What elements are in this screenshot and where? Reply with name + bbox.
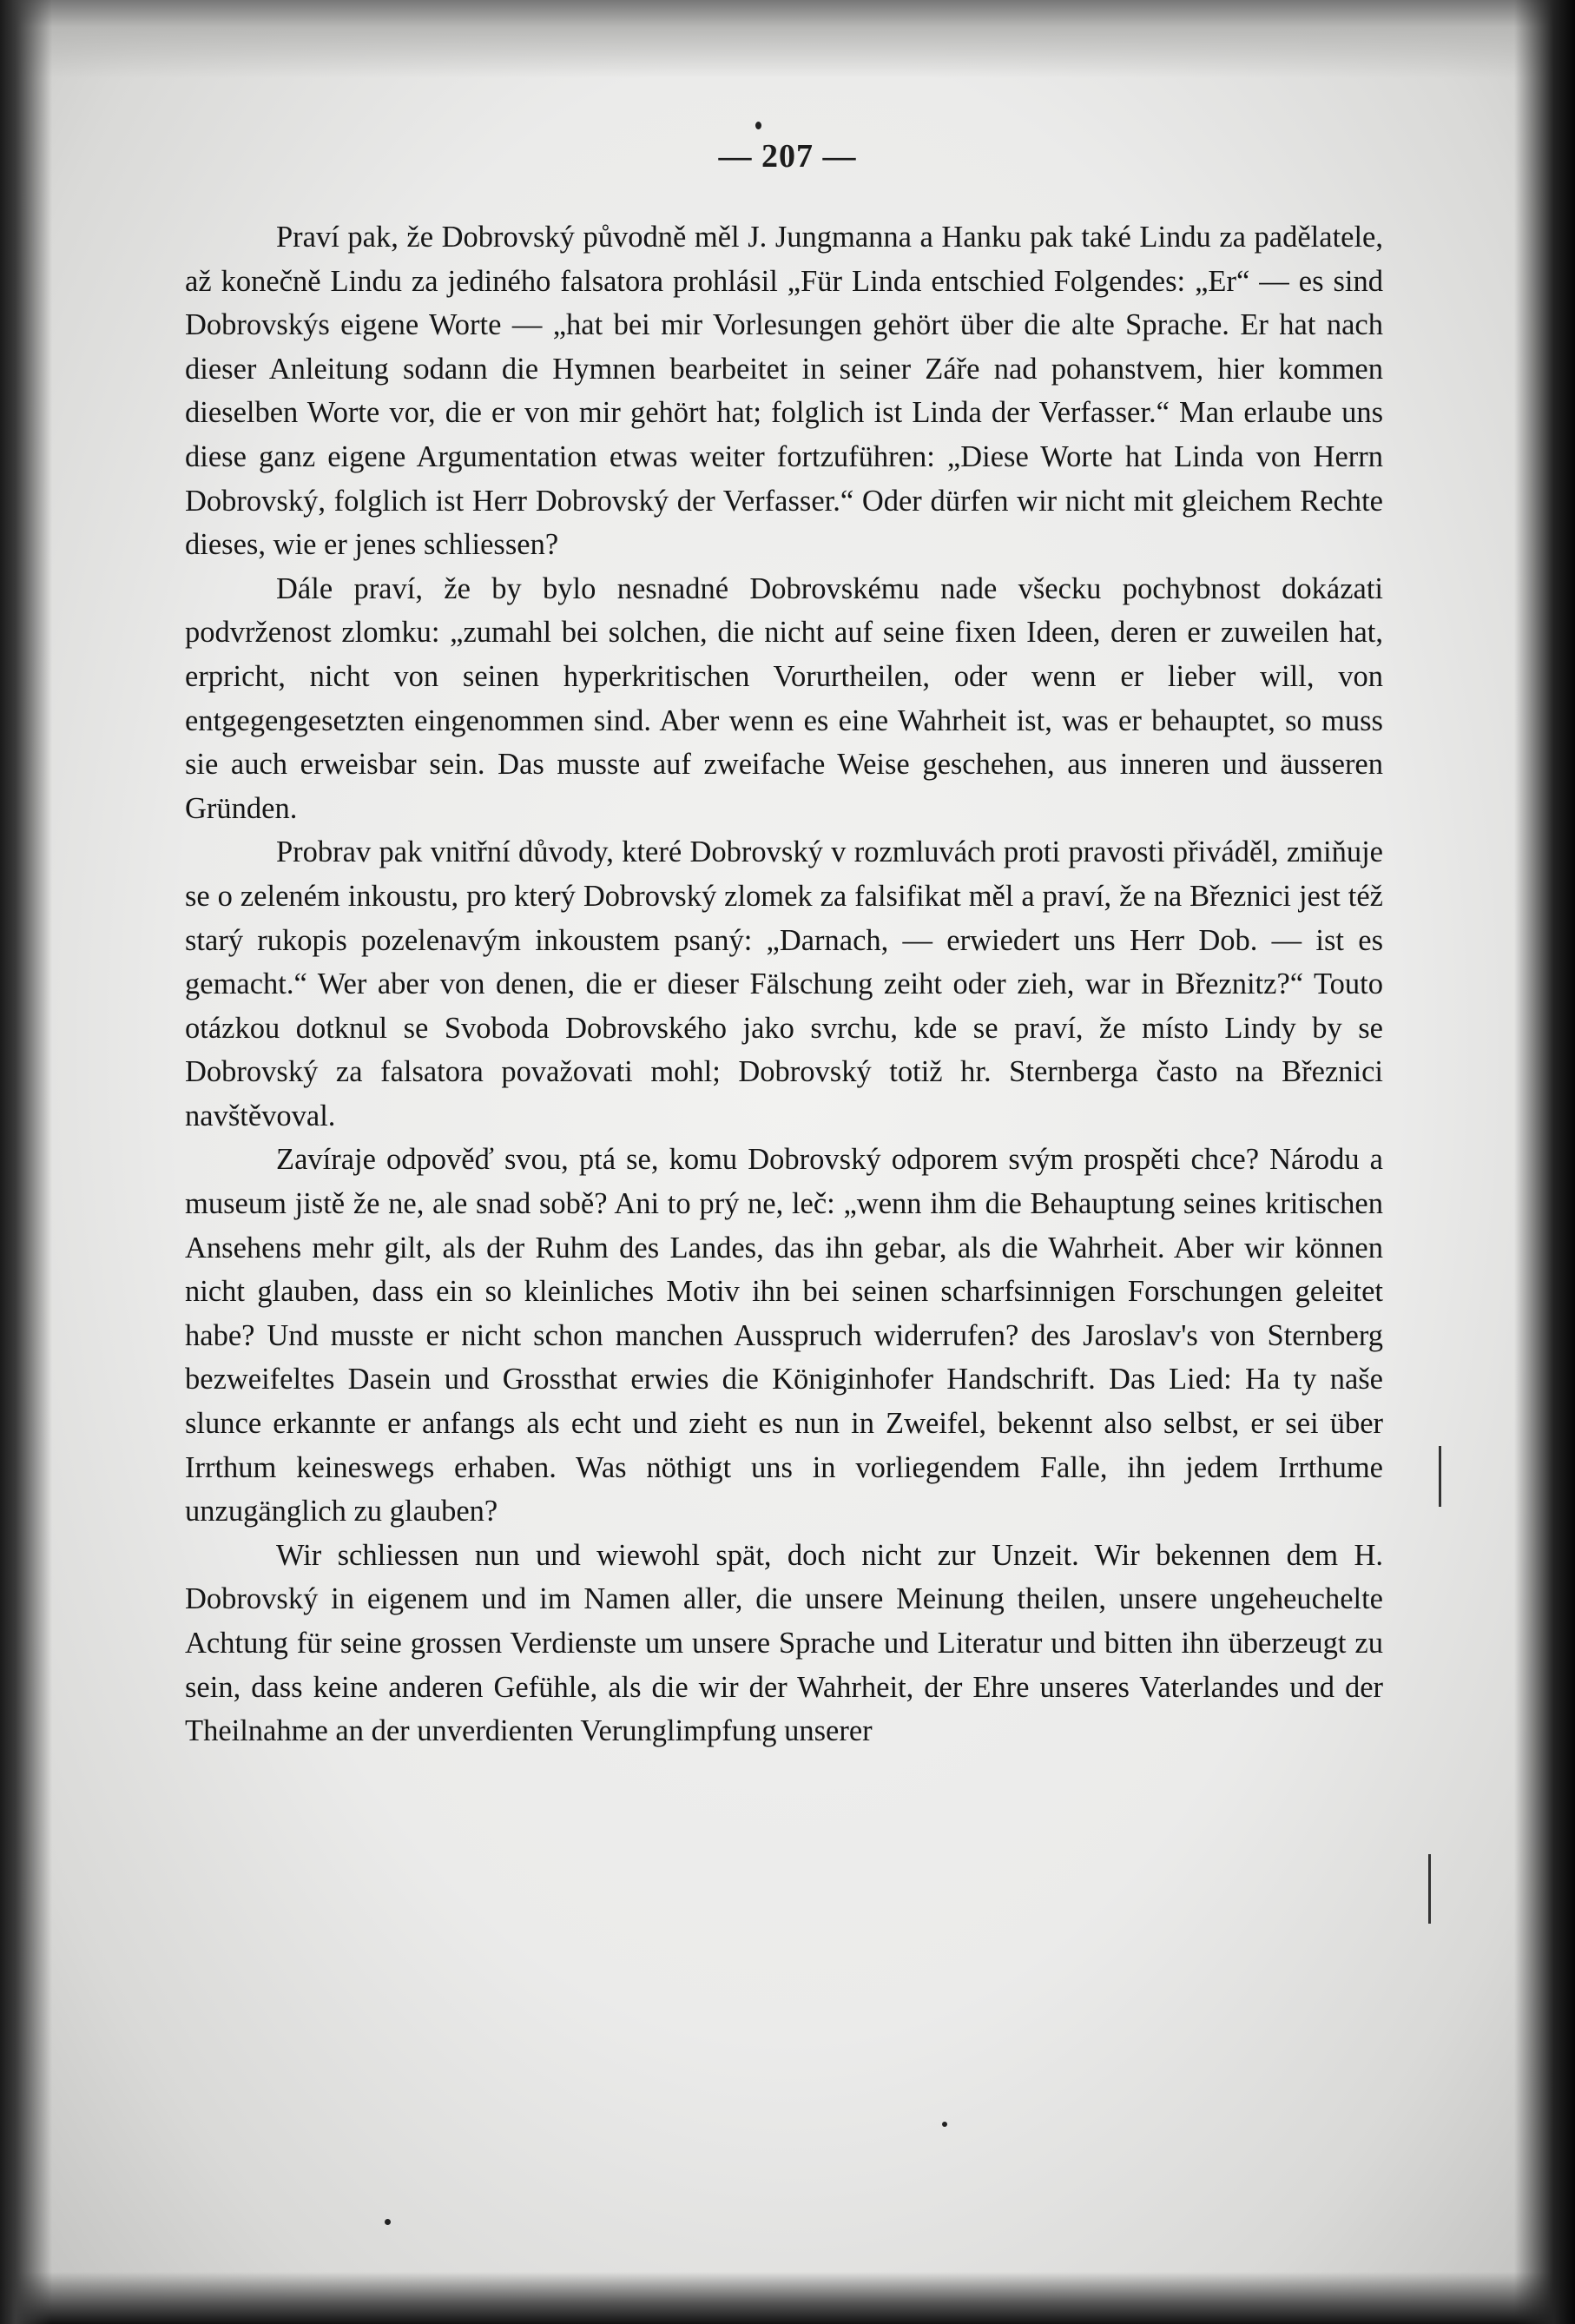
paragraph: Praví pak, že Dobrovský původně měl J. Jungmanna a Hanku pak také Lindu za padělatele, až konečně Lindu za jediného falsatora prohlásil „Für Linda entschied Folgendes: „Er“ — es sind Dobrovskýs eigene Worte — „hat bei mir Vorlesungen gehört über die alte Sprache. Er hat nach dieser Anleitung sodann die Hymnen bearbeitet in seiner Záře nad pohanstvem, hier kommen dieselben Worte vor, die er von mir gehört hat; folglich ist Linda der Verfasser.“ Man erlaube uns diese ganz eigene Argumentation etwas weiter fortzuführen: „Diese Worte hat Linda von Herrn Dobrovský, folglich ist Herr Dobrovský der Verfasser.“ Oder dürfen wir nicht mit gleichem Rechte dieses, wie er jenes schliessen? bbox=[185, 221, 1383, 562]
page-edge-shadow-right bbox=[1514, 0, 1575, 2324]
page-edge-shadow-bottom bbox=[0, 2272, 1575, 2324]
page-edge-shadow-left bbox=[0, 0, 52, 2324]
ink-speck bbox=[755, 122, 761, 129]
page-number: — 207 — bbox=[718, 138, 857, 175]
paragraph: Dále praví, že by bylo nesnadné Dobrovskému nade všecku pochybnost dokázati podvrženost zlomku: „zumahl bei solchen, die nicht auf seine fixen Ideen, deren er zuweilen hat, erpricht, nicht von seinen hyperkritischen Vorurtheilen, oder wenn er lieber will, von entgegengesetzten eingenommen sind. Aber wenn es eine Wahrheit ist, was er behauptet, so muss sie auch erweisbar sein. Das musste auf zweifache Weise geschehen, aus inneren und äusseren Gründen. bbox=[185, 571, 1383, 825]
ink-speck bbox=[942, 2122, 947, 2127]
ink-speck bbox=[385, 2219, 391, 2225]
paragraph: Wir schliessen nun und wiewohl spät, doch nicht zur Unzeit. Wir bekennen dem H. Dobrovský in eigenem und im Namen aller, die unsere Meinung theilen, unsere ungeheuchelte Achtung für seine grossen Verdienste um unsere Sprache und Literatur und bitten ihn überzeugt zu sein, dass keine anderen Gefühle, als die wir der Wahrheit, der Ehre unseres Vaterlandes und der Theilnahme an der unverdienten Verunglimpfung unserer bbox=[185, 1538, 1383, 1748]
paragraph: Probrav pak vnitřní důvody, které Dobrovský v rozmluvách proti pravosti přiváděl, zmiňuje se o zeleném inkoustu, pro který Dobrovský zlomek za falsifikat měl a praví, že na Březnici jest též starý rukopis pozelenavým inkoustem psaný: „Darnach, — erwiedert uns Herr Dob. — ist es gemacht.“ Wer aber von denen, die er dieser Fälschung zeiht oder zieh, war in Březnitz?“ Touto otázkou dotknul se Svoboda Dobrovského jako svrchu, kde se praví, že místo Lindy by se Dobrovský za falsatora považovati mohl; Dobrovský totiž hr. Sternberga často na Březnici navštěvoval. bbox=[185, 835, 1383, 1132]
paragraph: Zavíraje odpověď svou, ptá se, komu Dobrovský odporem svým prospěti chce? Národu a museum jistě že ne, ale snad sobě? Ani to prý ne, leč: „wenn ihm die Behauptung seines kritischen Ansehens mehr gilt, als der Ruhm des Landes, das ihn gebar, als die Wahrheit. Aber wir können nicht glauben, dass ein so kleinliches Motiv ihn bei seinen scharfsinnigen Forschungen geleitet habe? Und musste er nicht schon manchen Ausspruch widerrufen? des Jaroslav's von Sternberg bezweifeltes Dasein und Grossthat erwies die Königinhofer Handschrift. Das Lied: Ha ty naše slunce erkannte er anfangs als echt und zieht es nun in Zweifel, bekennt also selbst, er sei über Irrthum keineswegs erhaben. Was nöthigt uns in vorliegendem Falle, ihn jedem Irrthume unzugänglich zu glauben? bbox=[185, 1143, 1383, 1528]
margin-mark bbox=[1428, 1854, 1431, 1924]
page-edge-shadow-top bbox=[0, 0, 1575, 78]
body-text bbox=[185, 215, 1383, 1753]
margin-mark bbox=[1439, 1446, 1441, 1507]
